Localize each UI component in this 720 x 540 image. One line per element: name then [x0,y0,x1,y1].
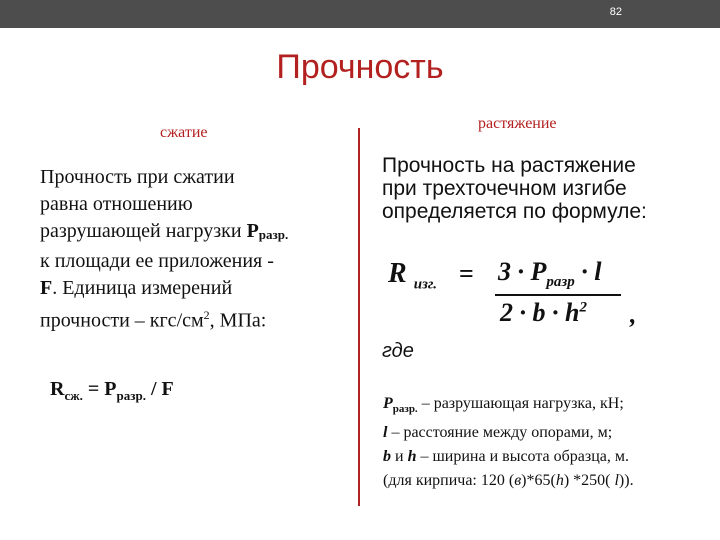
top-bar [0,0,720,28]
variable-legend [383,392,713,493]
bending-formula-equals: = [459,259,474,288]
legend-line-dimensions: b и h – ширина и высота образца, м. [383,448,629,466]
where-label: где [382,340,414,362]
fraction-line [495,294,621,296]
compression-description [40,164,360,335]
bending-formula-comma: , [630,300,637,329]
compression-formula: $R_{сж.} = P_{разр.} / F$ [50,378,174,403]
slide-title: Прочность [276,48,444,86]
tension-header: растяжение [478,115,557,132]
tension-line-2: при трехточечном изгибе [382,177,627,200]
compression-line-3: разрушающей нагрузки $P_{разр.}$ [40,220,289,242]
compression-line-5: F. Единица измерений [40,277,233,299]
compression-line-4: к площади ее приложения - [40,250,274,272]
legend-line-brick: (для кирпича: 120 (в)*65(h) *250( l)). [383,472,634,490]
tension-line-1: Прочность на растяжение [382,154,636,177]
compression-header: сжатие [160,124,208,141]
compression-line-2: равна отношению [40,193,193,215]
legend-line-load: $P_{разр.}$ – разрушающая нагрузка, кН; [383,395,624,416]
compression-line-1: Прочность при сжатии [40,166,235,188]
tension-line-3: определяется по формуле: [382,200,647,223]
slide-number: 82 [609,6,622,18]
bending-formula-lhs: R $_{изг.}$ [388,258,437,293]
bending-formula-denominator: $2 \cdot b \cdot h^2$ [500,298,587,327]
tension-description [382,154,702,223]
compression-line-6: прочности – кгс/$см^2$, МПа: [40,308,267,332]
bending-formula-numerator: $3 \cdot P_{разр} \cdot l$ [498,257,602,291]
legend-line-span: l – расстояние между опорами, м; [383,424,613,442]
